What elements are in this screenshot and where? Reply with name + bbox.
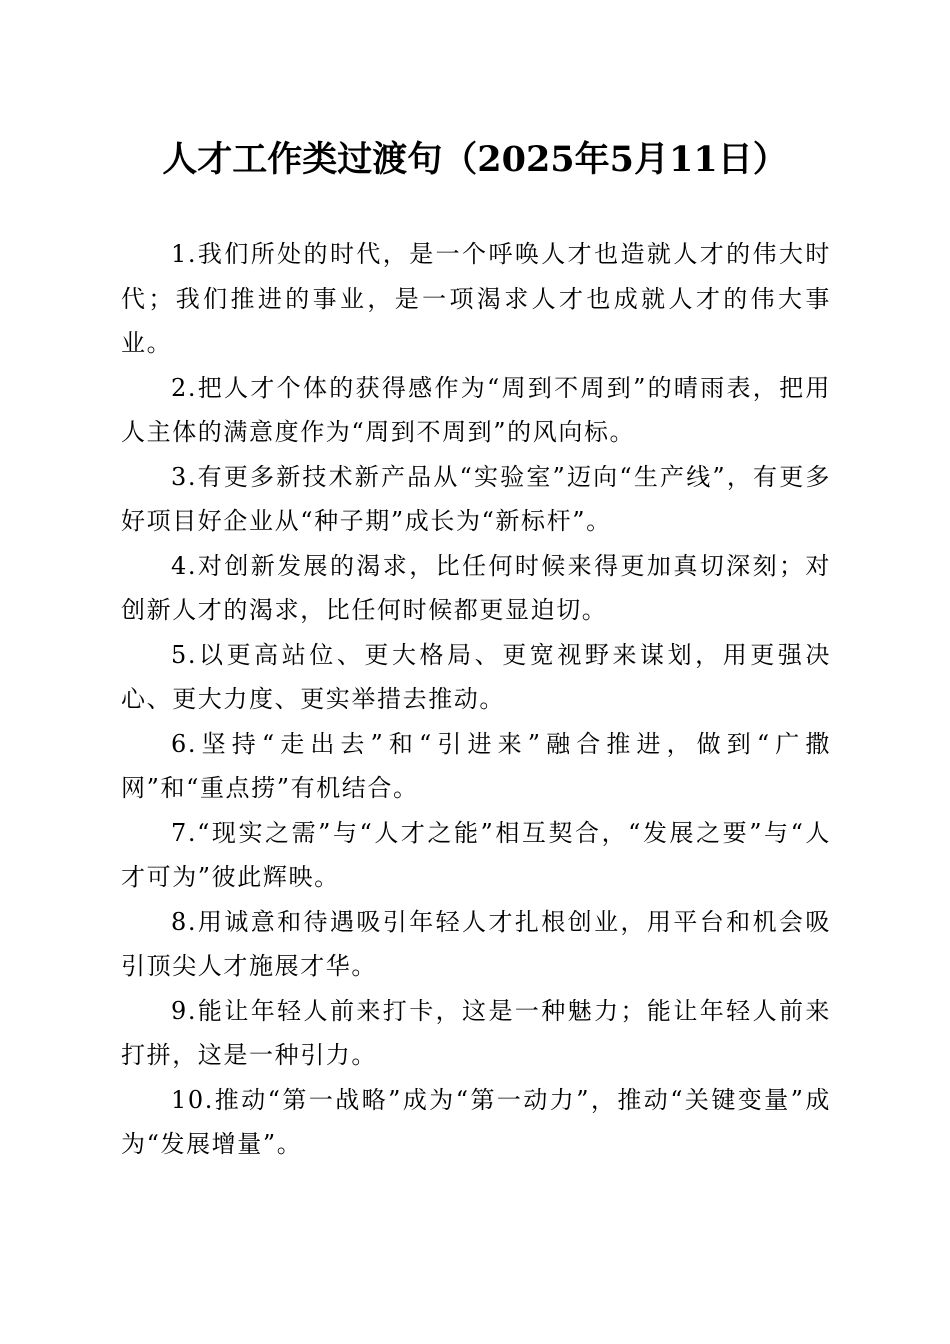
paragraph-1: 1.我们所处的时代，是一个呼唤人才也造就人才的伟大时代；我们推进的事业，是一项渴求人才也成就人才的伟大事业。	[121, 240, 831, 357]
paragraph-7: 7.“现实之需”与“人才之能”相互契合，“发展之要”与“人才可为”彼此辉映。	[121, 818, 831, 891]
paragraph-3: 3.有更多新技术新产品从“实验室”迈向“生产线”，有更多好项目好企业从“种子期”成长为“新标杆”。	[121, 462, 831, 535]
document-body	[121, 232, 831, 1167]
document-title: 人才工作类过渡句（2025年5月11日）	[162, 139, 788, 180]
paragraph-9: 9.能让年轻人前来打卡，这是一种魅力；能让年轻人前来打拼，这是一种引力。	[121, 996, 831, 1069]
paragraph-8: 8.用诚意和待遇吸引年轻人才扎根创业，用平台和机会吸引顶尖人才施展才华。	[121, 907, 831, 980]
paragraph-6: 6.坚持“走出去”和“引进来”融合推进，做到“广撒网”和“重点捞”有机结合。	[121, 729, 831, 802]
paragraph-10: 10.推动“第一战略”成为“第一动力”，推动“关键变量”成为“发展增量”。	[121, 1085, 831, 1158]
paragraph-2: 2.把人才个体的获得感作为“周到不周到”的晴雨表，把用人主体的满意度作为“周到不周到”的风向标。	[121, 373, 831, 446]
paragraph-5: 5.以更高站位、更大格局、更宽视野来谋划，用更强决心、更大力度、更实举措去推动。	[121, 640, 831, 713]
paragraph-4: 4.对创新发展的渴求，比任何时候来得更加真切深刻；对创新人才的渴求，比任何时候都更显迫切。	[121, 551, 831, 624]
